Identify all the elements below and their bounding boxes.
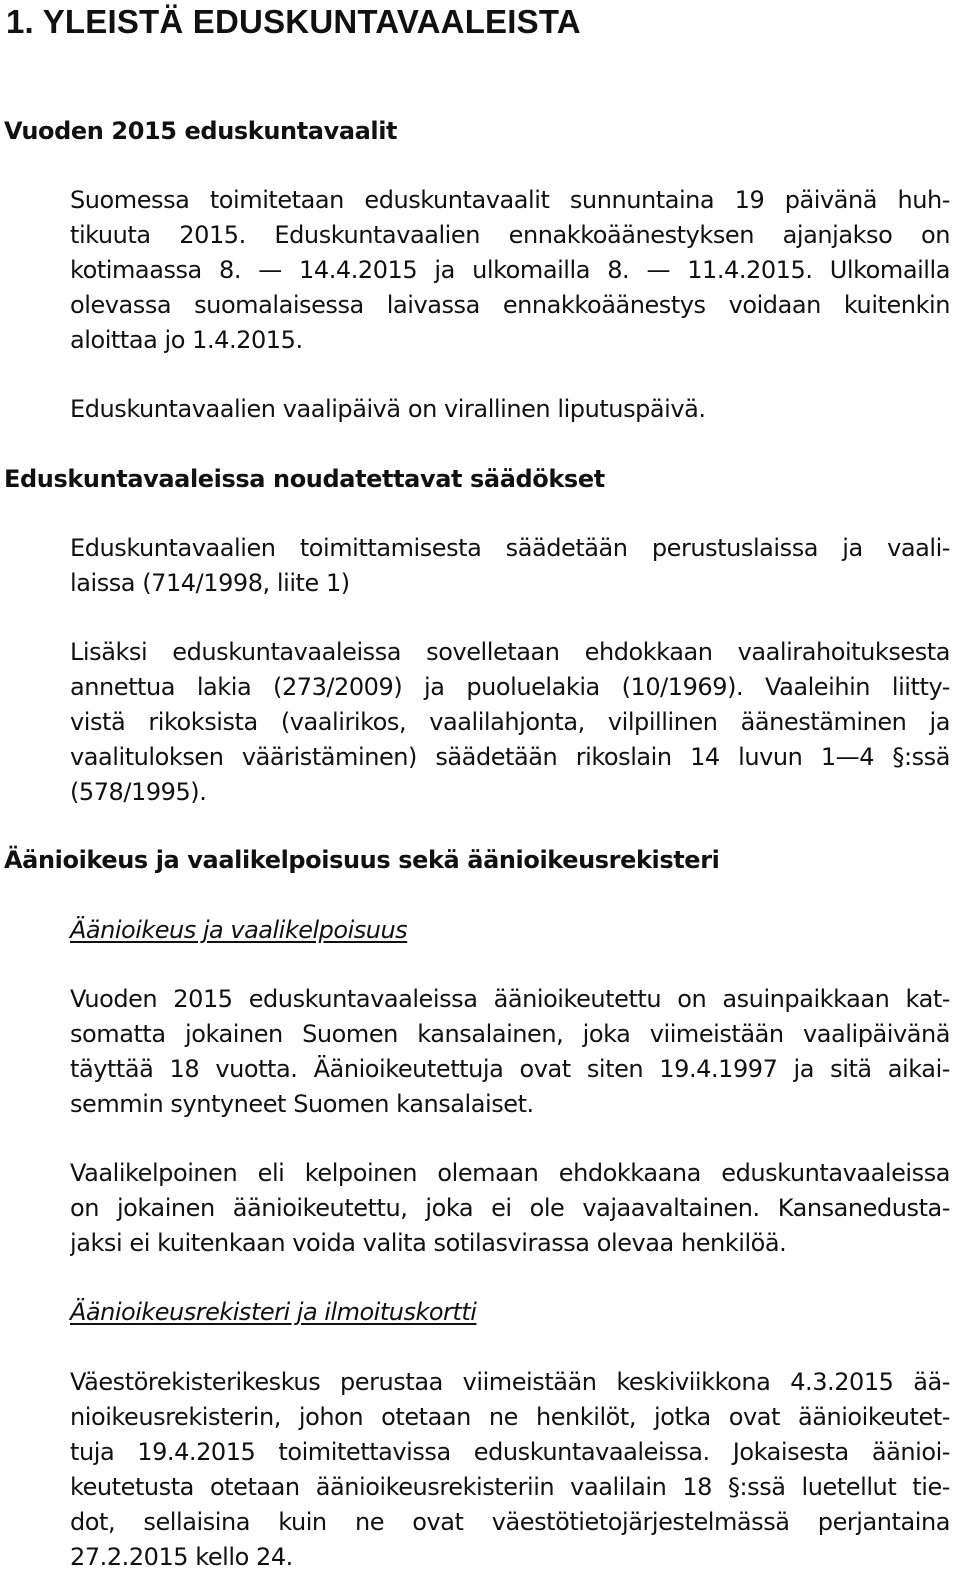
text-line: Eduskuntavaalien vaalipäivä on virallinen liputuspäivä. [70, 395, 706, 423]
paragraph-flag-day [70, 392, 950, 427]
paragraph-voting-register [70, 1365, 950, 1575]
text-line: aloittaa jo 1.4.2015. [70, 326, 303, 354]
text-line: Väestörekisterikeskus perustaa viimeistään keskiviikkona 4.3.2015 ää- [70, 1368, 950, 1396]
paragraph-election-dates [70, 183, 950, 358]
text-line: tikuuta 2015. Eduskuntavaalien ennakkoäänestyksen ajanjakso on [70, 221, 950, 249]
text-line: täyttää 18 vuotta. Äänioikeutettuja ovat siten 19.4.1997 ja sitä aikai- [70, 1055, 950, 1083]
text-line: vaalituloksen vääristäminen) säädetään rikoslain 14 luvun 1—4 §:ssä [70, 743, 950, 771]
text-line: laissa (714/1998, liite 1) [70, 569, 350, 597]
text-line: kotimaassa 8. — 14.4.2015 ja ulkomailla 8. — 11.4.2015. Ulkomailla [70, 256, 950, 284]
text-line: semmin syntyneet Suomen kansalaiset. [70, 1090, 534, 1118]
text-line: keutetusta otetaan äänioikeusrekisteriin vaalilain 18 §:ssä luetellut tie- [70, 1473, 950, 1501]
text-line: vistä rikoksista (vaalirikos, vaalilahjonta, vilpillinen äänestäminen ja [70, 708, 950, 736]
text-line: nioikeusrekisterin, johon otetaan ne henkilöt, jotka ovat äänioikeutet- [70, 1403, 950, 1431]
paragraph-additional-laws [70, 635, 950, 810]
section-heading-saadokset: Eduskuntavaaleissa noudatettavat säädökset [4, 465, 605, 493]
subheading-aanioikeus-vaalikelpoisuus: Äänioikeus ja vaalikelpoisuus [70, 916, 408, 944]
text-line: (578/1995). [70, 778, 207, 806]
text-line: jaksi ei kuitenkaan voida valita sotilasvirassa olevaa henkilöä. [70, 1229, 787, 1257]
text-line: dot, sellaisina kuin ne ovat väestötietojärjestelmässä perjantaina [70, 1508, 950, 1536]
text-line: 27.2.2015 kello 24. [70, 1543, 293, 1571]
text-line: annettua lakia (273/2009) ja puoluelakia (10/1969). Vaaleihin liitty- [70, 673, 950, 701]
text-line: Suomessa toimitetaan eduskuntavaalit sunnuntaina 19 päivänä huh- [70, 186, 950, 214]
text-line: olevassa suomalaisessa laivassa ennakkoäänestys voidaan kuitenkin [70, 291, 950, 319]
text-line: Vuoden 2015 eduskuntavaaleissa äänioikeutettu on asuinpaikkaan kat- [70, 985, 950, 1013]
text-line: Eduskuntavaalien toimittamisesta säädetään perustuslaissa ja vaali- [70, 534, 950, 562]
page-title: 1. YLEISTÄ EDUSKUNTAVAALEISTA [6, 3, 581, 40]
paragraph-legislation [70, 531, 950, 601]
text-line: tuja 19.4.2015 toimitettavissa eduskuntavaaleissa. Jokaisesta äänioi- [70, 1438, 950, 1466]
text-line: somatta jokainen Suomen kansalainen, joka viimeistään vaalipäivänä [70, 1020, 950, 1048]
paragraph-eligibility [70, 1156, 950, 1261]
text-line: Lisäksi eduskuntavaaleissa sovelletaan ehdokkaan vaalirahoituksesta [70, 638, 950, 666]
paragraph-voting-right [70, 982, 950, 1122]
subheading-rekisteri-ilmoituskortti: Äänioikeusrekisteri ja ilmoituskortti [70, 1298, 477, 1326]
section-heading-vaalit-2015: Vuoden 2015 eduskuntavaalit [4, 117, 398, 145]
text-line: on jokainen äänioikeutettu, joka ei ole vajaavaltainen. Kansanedusta- [70, 1194, 950, 1222]
text-line: Vaalikelpoinen eli kelpoinen olemaan ehdokkaana eduskuntavaaleissa [70, 1159, 950, 1187]
section-heading-aanioikeus: Äänioikeus ja vaalikelpoisuus sekä äänioikeusrekisteri [4, 846, 720, 874]
